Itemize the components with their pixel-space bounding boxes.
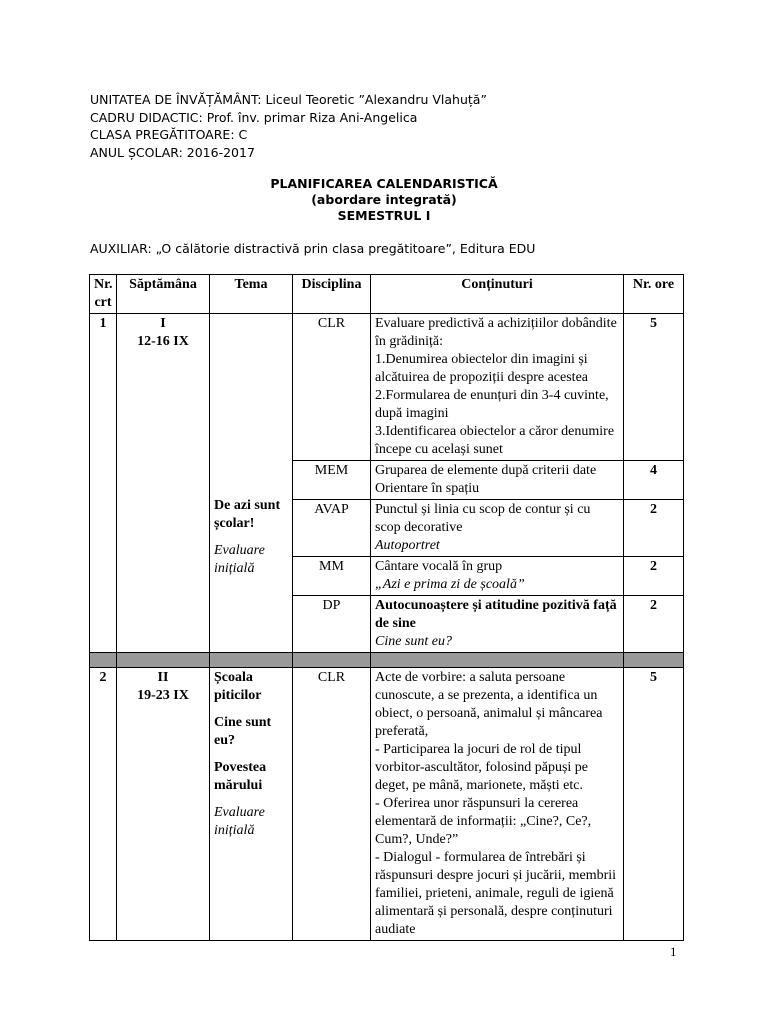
week2-tema-2: Cine sunt eu? <box>214 715 272 748</box>
planning-table <box>89 274 684 941</box>
week2-tema-3: Povestea mărului <box>214 760 267 793</box>
header-teacher: CADRU DIDACTIC: Prof. înv. primar Riza Ani-Angelica <box>90 109 418 125</box>
auxiliar-line: AUXILIAR: „O călătorie distractivă prin clasa pregătitoare”, Editura EDU <box>90 241 536 256</box>
separator-cell <box>293 653 371 668</box>
title-line-1: PLANIFICAREA CALENDARISTICĂ <box>270 176 498 191</box>
continut-line: - Dialogul - formularea de întrebări și răspunsuri despre jocuri și jucării, membrii familiei, prieteni, animale, reguli de igienă alimentară și personală, despre conținuturi audiate <box>375 850 617 937</box>
continut-line: 3.Identificarea obiectelor a căror denumire începe cu același sunet <box>375 424 615 457</box>
continut-line: - Oferirea unor răspunsuri la cererea elementară de informații: „Cine?, Ce?, Cum?, Unde?” <box>375 796 592 847</box>
separator-cell <box>371 653 624 668</box>
week2-saptamana: II <box>157 670 169 685</box>
table-header-row <box>90 275 684 314</box>
table-row <box>90 668 684 941</box>
week1-ore-mem: 4 <box>624 461 684 500</box>
continut-line: - Participarea la jocuri de rol de tipul vorbitor-ascultător, folosind păpuși pe deget, pe mână, marionete, măști etc. <box>375 742 589 793</box>
header-class: CLASA PREGĂTITOARE: C <box>90 127 248 142</box>
title-line-2: (abordare integrată) <box>311 192 457 207</box>
week2-disciplina: CLR <box>293 668 371 941</box>
separator-cell <box>210 653 293 668</box>
week1-tema <box>210 314 293 653</box>
week1-disciplina-clr: CLR <box>293 314 371 461</box>
week1-disciplina-dp: DP <box>293 596 371 653</box>
title-line-3: SEMESTRUL I <box>337 208 431 223</box>
week1-disciplina-avap: AVAP <box>293 500 371 557</box>
header-disciplina: Disciplina <box>293 275 371 314</box>
header-ore: Nr. ore <box>624 275 684 314</box>
page-number: 1 <box>670 944 677 959</box>
continut-line: Orientare în spațiu <box>375 481 480 496</box>
week1-continut-mm <box>371 557 624 596</box>
week1-tema-sub: Evaluare inițială <box>214 542 265 576</box>
continut-line: 2.Formularea de enunțuri din 3-4 cuvinte, după imagini <box>375 388 609 421</box>
header-tema: Tema <box>210 275 293 314</box>
week1-saptamana: I <box>160 316 166 331</box>
week1-disciplina-mm: MM <box>293 557 371 596</box>
header-school: UNITATEA DE ÎNVĂȚĂMÂNT: Liceul Teoretic ”Alexandru Vlahuță” <box>90 92 487 107</box>
document-title <box>0 176 768 224</box>
continut-line: Gruparea de elemente după criterii date <box>375 463 597 478</box>
week1-nr: 1 <box>90 314 117 653</box>
separator-cell <box>90 653 117 668</box>
week1-ore-mm: 2 <box>624 557 684 596</box>
week2-week <box>117 668 210 941</box>
continut-italic: „Azi e prima zi de școală” <box>375 577 525 592</box>
week1-continut-clr <box>371 314 624 461</box>
continut-line: 1.Denumirea obiectelor din imagini și alcătuirea de propoziții despre acestea <box>375 352 588 385</box>
separator-cell <box>624 653 684 668</box>
table-row <box>90 314 684 461</box>
week2-nr: 2 <box>90 668 117 941</box>
week1-ore-avap: 2 <box>624 500 684 557</box>
separator-cell <box>117 653 210 668</box>
week1-continut-mem <box>371 461 624 500</box>
week1-week <box>117 314 210 653</box>
header-saptamana: Săptămâna <box>117 275 210 314</box>
week2-continut <box>371 668 624 941</box>
continut-italic: Autoportret <box>375 538 440 553</box>
continut-line: Punctul și linia cu scop de contur și cu scop decorative <box>375 502 591 535</box>
continut-italic: Cine sunt eu? <box>375 634 452 649</box>
document-header <box>90 91 487 161</box>
continut-line: Cântare vocală în grup <box>375 559 503 574</box>
week-separator-row <box>90 653 684 668</box>
week1-tema-title: De azi sunt școlar! <box>214 497 281 531</box>
week2-tema-1: Școala piticilor <box>214 670 262 703</box>
week2-ore: 5 <box>624 668 684 941</box>
week1-perioada: 12-16 IX <box>137 334 189 349</box>
week1-continut-avap <box>371 500 624 557</box>
header-year: ANUL ȘCOLAR: 2016-2017 <box>90 144 255 160</box>
week1-disciplina-mem: MEM <box>293 461 371 500</box>
week1-continut-dp <box>371 596 624 653</box>
week2-tema-sub: Evaluare inițială <box>214 805 265 838</box>
week2-perioada: 19-23 IX <box>137 688 189 703</box>
continut-line: Evaluare predictivă a achizițiilor dobândite în grădiniță: <box>375 316 617 349</box>
header-nr: Nr. crt <box>90 275 117 314</box>
week2-tema <box>210 668 293 941</box>
week1-ore-dp: 2 <box>624 596 684 653</box>
week1-ore-clr: 5 <box>624 314 684 461</box>
continut-line: Acte de vorbire: a saluta persoane cunoscute, a se prezenta, a identifica un obiect, o persoană, animalul și mâncarea preferată, <box>375 670 603 739</box>
continut-bold: Autocunoaștere și atitudine pozitivă față de sine <box>375 598 617 631</box>
header-continuturi: Conținuturi <box>371 275 624 314</box>
